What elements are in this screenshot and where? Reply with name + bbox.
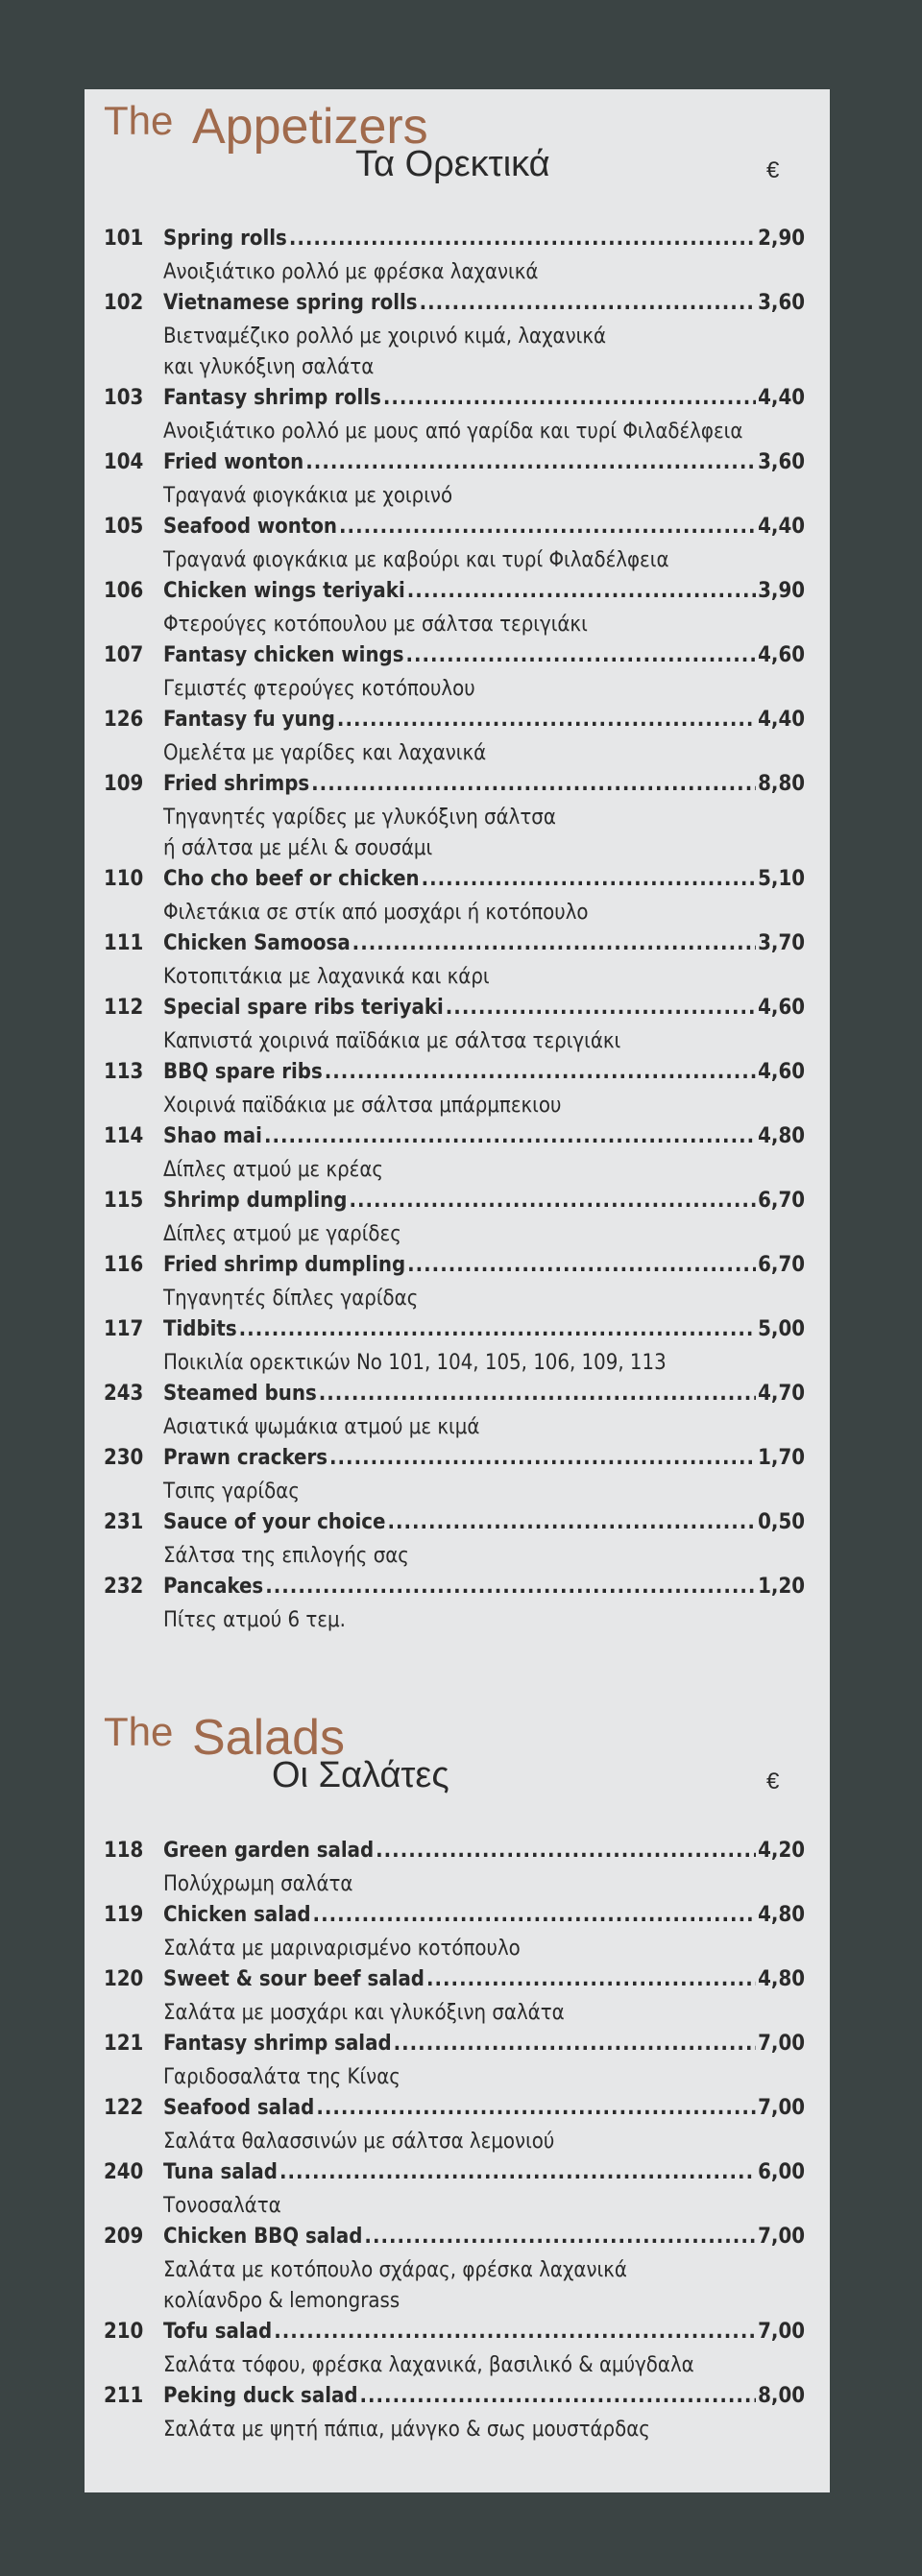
dot-leader	[279, 2160, 756, 2184]
dot-leader	[376, 1839, 756, 1863]
item-name: Fantasy shrimp rolls	[163, 386, 381, 410]
menu-item-line	[104, 867, 805, 898]
item-price: 4,60	[758, 996, 805, 1020]
item-price: 7,00	[758, 2096, 805, 2120]
appetizers-greek-title: Τα Ορεκτικά	[355, 144, 550, 184]
item-description: Σαλάτα τόφου, φρέσκα λαχανικά, βασιλικό & αμύγδαλα	[163, 2353, 694, 2377]
item-price: 4,80	[758, 1903, 805, 1927]
item-description: Σαλάτα με μαριναρισμένο κοτόπουλο	[163, 1937, 521, 1961]
item-description: Χοιρινά παϊδάκια με σάλτσα μπάρμπεκιου	[163, 1094, 562, 1118]
dot-leader	[387, 1510, 756, 1534]
item-price: 1,70	[758, 1446, 805, 1470]
menu-item-line	[104, 1382, 805, 1412]
item-price: 4,80	[758, 1967, 805, 1991]
item-number: 102	[104, 291, 144, 315]
menu-item	[104, 2384, 805, 2445]
menu-item	[104, 1060, 805, 1121]
salads-list	[104, 1839, 805, 2448]
item-name: Spring rolls	[163, 227, 287, 251]
dot-leader	[383, 386, 756, 410]
item-price: 1,20	[758, 1575, 805, 1599]
dot-leader	[319, 1382, 756, 1406]
menu-item	[104, 2320, 805, 2381]
item-number: 119	[104, 1903, 144, 1927]
item-number: 101	[104, 227, 144, 251]
item-number: 230	[104, 1446, 144, 1470]
dot-leader	[313, 1903, 757, 1927]
item-name: Sauce of your choice	[163, 1510, 386, 1534]
dot-leader	[407, 1253, 756, 1277]
menu-item	[104, 1510, 805, 1572]
item-description: Τραγανά φιογκάκια με καβούρι και τυρί Φιλαδέλφεια	[163, 548, 669, 572]
dot-leader	[305, 450, 756, 474]
dot-leader	[349, 1189, 756, 1213]
item-name: Pancakes	[163, 1575, 264, 1599]
item-number: 121	[104, 2032, 144, 2056]
menu-item-line	[104, 1839, 805, 1869]
item-price: 0,50	[758, 1510, 805, 1534]
item-name: Special spare ribs teriyaki	[163, 996, 444, 1020]
salads-currency: €	[766, 1769, 780, 1794]
item-description: Τηγανητές γαρίδες με γλυκόξινη σάλτσα ή σάλτσα με μέλι & σουσάμι	[163, 806, 556, 860]
item-number: 122	[104, 2096, 144, 2120]
menu-item-line	[104, 708, 805, 738]
item-name: Tidbits	[163, 1317, 237, 1341]
menu-item	[104, 1382, 805, 1443]
menu-item-line	[104, 291, 805, 322]
item-description: Ανοιξιάτικο ρολλό με φρέσκα λαχανικά	[163, 260, 539, 284]
menu-item	[104, 867, 805, 928]
menu-item	[104, 1253, 805, 1314]
dot-leader	[289, 227, 756, 251]
item-number: 105	[104, 515, 144, 539]
menu-item	[104, 515, 805, 576]
dot-leader	[360, 2384, 757, 2408]
menu-item-line	[104, 2225, 805, 2255]
menu-item-line	[104, 996, 805, 1026]
item-description: Κοτοπιτάκια με λαχανικά και κάρι	[163, 965, 490, 989]
menu-item-line	[104, 1189, 805, 1219]
item-number: 115	[104, 1189, 144, 1213]
dot-leader	[420, 291, 757, 315]
menu-item	[104, 1124, 805, 1186]
item-description: Τονοσαλάτα	[163, 2194, 281, 2218]
menu-item	[104, 291, 805, 383]
menu-item	[104, 2160, 805, 2222]
item-name: Fried wonton	[163, 450, 304, 474]
item-price: 5,00	[758, 1317, 805, 1341]
appetizers-header	[104, 94, 795, 200]
menu-item	[104, 450, 805, 512]
item-name: Sweet & sour beef salad	[163, 1967, 425, 1991]
dot-leader	[422, 867, 757, 891]
item-name: BBQ spare ribs	[163, 1060, 323, 1084]
item-description: Τραγανά φιογκάκια με χοιρινό	[163, 484, 453, 508]
dot-leader	[352, 931, 756, 955]
menu-item-line	[104, 2096, 805, 2127]
item-name: Fantasy shrimp salad	[163, 2032, 392, 2056]
menu-item-line	[104, 450, 805, 481]
item-description: Γαριδοσαλάτα της Κίνας	[163, 2065, 400, 2089]
menu-item-line	[104, 1510, 805, 1541]
item-price: 8,00	[758, 2384, 805, 2408]
item-description: Ανοιξιάτικο ρολλό με μους από γαρίδα και τυρί Φιλαδέλφεια	[163, 420, 743, 444]
menu-item	[104, 2096, 805, 2157]
item-description: Καπνιστά χοιρινά παϊδάκια με σάλτσα τεριγιάκι	[163, 1029, 621, 1053]
menu-item-line	[104, 643, 805, 674]
dot-leader	[264, 1124, 756, 1148]
menu-item	[104, 708, 805, 769]
menu-item	[104, 931, 805, 993]
menu-item-line	[104, 386, 805, 417]
item-price: 4,40	[758, 386, 805, 410]
item-number: 113	[104, 1060, 144, 1084]
item-name: Chicken Samoosa	[163, 931, 351, 955]
item-description: Πίτες ατμού 6 τεμ.	[163, 1608, 346, 1632]
item-name: Prawn crackers	[163, 1446, 328, 1470]
item-number: 209	[104, 2225, 144, 2249]
menu-item-line	[104, 2320, 805, 2350]
item-number: 114	[104, 1124, 144, 1148]
dot-leader	[394, 2032, 757, 2056]
menu-item	[104, 996, 805, 1057]
item-description: Φτερούγες κοτόπουλου με σάλτσα τεριγιάκι	[163, 613, 588, 637]
item-name: Chicken wings teriyaki	[163, 579, 405, 603]
menu-item	[104, 1575, 805, 1636]
salads-greek-title: Οι Σαλάτες	[272, 1755, 449, 1795]
menu-item-line	[104, 515, 805, 545]
item-price: 4,70	[758, 1382, 805, 1406]
item-price: 4,40	[758, 515, 805, 539]
dot-leader	[325, 1060, 756, 1084]
menu-item-line	[104, 1575, 805, 1605]
item-name: Vietnamese spring rolls	[163, 291, 418, 315]
item-price: 2,90	[758, 227, 805, 251]
menu-item-line	[104, 1903, 805, 1934]
item-description: Δίπλες ατμού με γαρίδες	[163, 1222, 401, 1246]
menu-item-line	[104, 579, 805, 610]
item-description: Τσιπς γαρίδας	[163, 1480, 300, 1504]
dot-leader	[339, 515, 756, 539]
item-number: 240	[104, 2160, 144, 2184]
menu-item-line	[104, 2032, 805, 2062]
item-price: 7,00	[758, 2320, 805, 2344]
item-description: Σαλάτα θαλασσινών με σάλτσα λεμονιού	[163, 2130, 555, 2154]
dot-leader	[329, 1446, 756, 1470]
item-name: Steamed buns	[163, 1382, 317, 1406]
item-price: 7,00	[758, 2225, 805, 2249]
item-description: Βιετναμέζικο ρολλό με χοιρινό κιμά, λαχανικά και γλυκόξινη σαλάτα	[163, 325, 607, 379]
item-description: Πολύχρωμη σαλάτα	[163, 1872, 353, 1896]
item-number: 231	[104, 1510, 144, 1534]
menu-item-line	[104, 1967, 805, 1998]
item-number: 104	[104, 450, 144, 474]
dot-leader	[239, 1317, 757, 1341]
item-description: Σάλτσα της επιλογής σας	[163, 1544, 409, 1568]
item-number: 107	[104, 643, 144, 667]
salads-the: The	[104, 1709, 174, 1754]
item-price: 5,10	[758, 867, 805, 891]
item-price: 6,70	[758, 1189, 805, 1213]
item-name: Tuna salad	[163, 2160, 278, 2184]
item-number: 116	[104, 1253, 144, 1277]
menu-item-line	[104, 2384, 805, 2415]
menu-item	[104, 1317, 805, 1379]
item-price: 4,20	[758, 1839, 805, 1863]
menu-item-line	[104, 227, 805, 257]
item-price: 3,60	[758, 450, 805, 474]
item-number: 103	[104, 386, 144, 410]
dot-leader	[311, 772, 756, 796]
dot-leader	[426, 1967, 756, 1991]
item-price: 8,80	[758, 772, 805, 796]
menu-item-line	[104, 1317, 805, 1348]
item-number: 111	[104, 931, 144, 955]
item-name: Peking duck salad	[163, 2384, 358, 2408]
item-name: Fantasy chicken wings	[163, 643, 404, 667]
item-number: 109	[104, 772, 144, 796]
dot-leader	[406, 643, 757, 667]
item-name: Tofu salad	[163, 2320, 273, 2344]
item-description: Ομελέτα με γαρίδες και λαχανικά	[163, 741, 487, 765]
menu-item	[104, 1189, 805, 1250]
dot-leader	[265, 1575, 756, 1599]
menu-item-line	[104, 1253, 805, 1284]
item-name: Green garden salad	[163, 1839, 375, 1863]
item-name: Seafood salad	[163, 2096, 315, 2120]
salads-title: Salads	[192, 1710, 345, 1766]
menu-item-line	[104, 1060, 805, 1091]
dot-leader	[274, 2320, 756, 2344]
item-price: 4,40	[758, 708, 805, 732]
item-name: Fantasy fu yung	[163, 708, 335, 732]
item-number: 211	[104, 2384, 144, 2408]
appetizers-currency: €	[766, 157, 780, 183]
item-name: Chicken BBQ salad	[163, 2225, 363, 2249]
appetizers-the: The	[104, 98, 174, 143]
item-description: Δίπλες ατμού με κρέας	[163, 1158, 384, 1182]
item-price: 6,00	[758, 2160, 805, 2184]
item-number: 112	[104, 996, 144, 1020]
item-number: 232	[104, 1575, 144, 1599]
item-number: 126	[104, 708, 144, 732]
dot-leader	[316, 2096, 756, 2120]
menu-item	[104, 1967, 805, 2029]
menu-item	[104, 772, 805, 864]
item-description: Γεμιστές φτερούγες κοτόπουλου	[163, 677, 475, 701]
item-description: Τηγανητές δίπλες γαρίδας	[163, 1287, 419, 1311]
item-name: Shao mai	[163, 1124, 262, 1148]
menu-item	[104, 1446, 805, 1507]
item-price: 4,60	[758, 643, 805, 667]
item-price: 7,00	[758, 2032, 805, 2056]
item-description: Σαλάτα με μοσχάρι και γλυκόξινη σαλάτα	[163, 2001, 565, 2025]
menu-item	[104, 643, 805, 705]
dot-leader	[337, 708, 756, 732]
item-description: Σαλάτα με κοτόπουλο σχάρας, φρέσκα λαχανικά κολίανδρο & lemongrass	[163, 2258, 627, 2313]
dot-leader	[364, 2225, 756, 2249]
menu-item	[104, 386, 805, 447]
dot-leader	[446, 996, 756, 1020]
menu-item	[104, 1903, 805, 1964]
appetizers-title: Appetizers	[192, 99, 428, 155]
item-number: 110	[104, 867, 144, 891]
item-name: Seafood wonton	[163, 515, 338, 539]
menu-item	[104, 2032, 805, 2093]
menu-item-line	[104, 1124, 805, 1155]
item-price: 6,70	[758, 1253, 805, 1277]
item-description: Φιλετάκια σε στίκ από μοσχάρι ή κοτόπουλο	[163, 901, 589, 925]
item-name: Fried shrimps	[163, 772, 310, 796]
menu-item	[104, 1839, 805, 1900]
menu-item-line	[104, 931, 805, 962]
item-number: 210	[104, 2320, 144, 2344]
menu-item-line	[104, 772, 805, 803]
menu-item-line	[104, 2160, 805, 2191]
item-name: Fried shrimp dumpling	[163, 1253, 406, 1277]
menu-item	[104, 227, 805, 288]
item-number: 243	[104, 1382, 144, 1406]
menu-item-line	[104, 1446, 805, 1477]
item-number: 118	[104, 1839, 144, 1863]
item-number: 120	[104, 1967, 144, 1991]
item-price: 3,70	[758, 931, 805, 955]
item-number: 106	[104, 579, 144, 603]
item-price: 4,60	[758, 1060, 805, 1084]
item-price: 3,90	[758, 579, 805, 603]
item-number: 117	[104, 1317, 144, 1341]
item-description: Ποικιλία ορεκτικών No 101, 104, 105, 106, 109, 113	[163, 1351, 667, 1375]
appetizers-list	[104, 227, 805, 1639]
item-description: Ασιατικά ψωμάκια ατμού με κιμά	[163, 1415, 480, 1439]
menu-item	[104, 2225, 805, 2317]
item-price: 3,60	[758, 291, 805, 315]
menu-item	[104, 579, 805, 640]
item-name: Chicken salad	[163, 1903, 311, 1927]
item-price: 4,80	[758, 1124, 805, 1148]
dot-leader	[407, 579, 756, 603]
item-name: Shrimp dumpling	[163, 1189, 348, 1213]
item-description: Σαλάτα με ψητή πάπια, μάνγκο & σως μουστάρδας	[163, 2418, 650, 2442]
salads-header	[104, 1705, 795, 1811]
item-name: Cho cho beef or chicken	[163, 867, 420, 891]
